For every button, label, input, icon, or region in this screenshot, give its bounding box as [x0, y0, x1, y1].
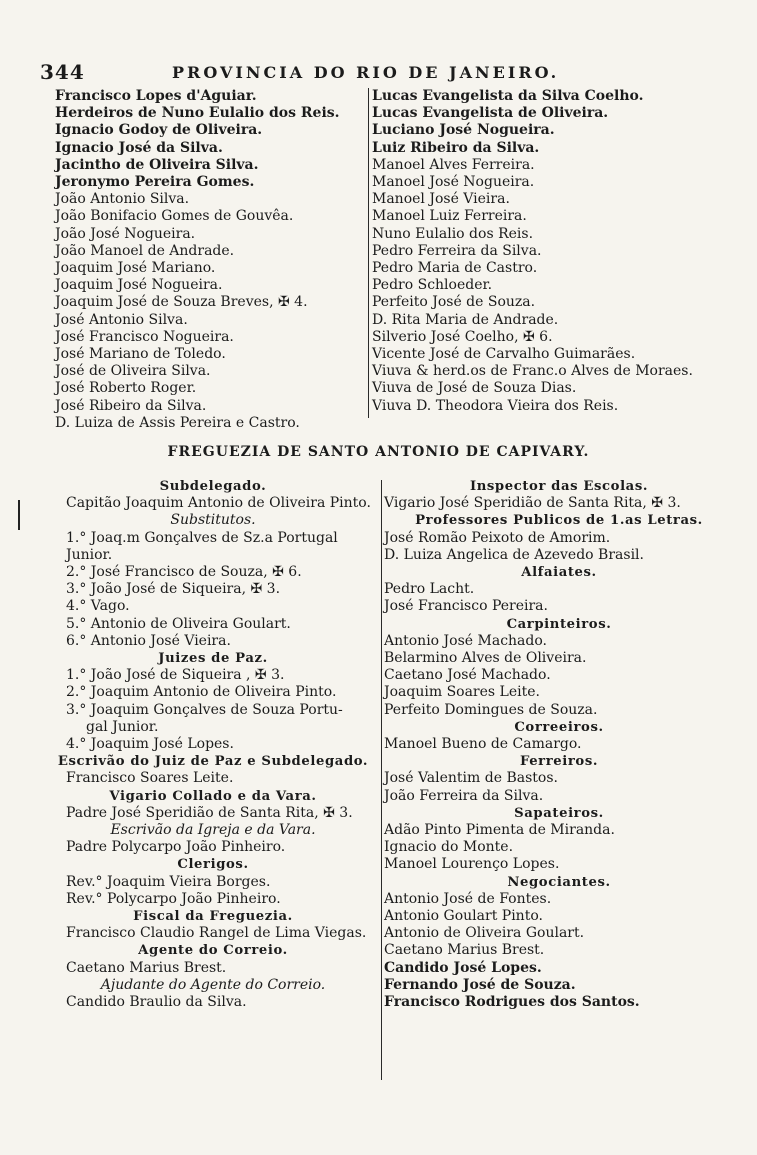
list-item: Rev.° Polycarpo João Pinheiro.	[66, 890, 281, 907]
list-item: Joaquim José Nogueira.	[55, 277, 223, 294]
list-item: gal Junior.	[86, 718, 159, 735]
list-item: Francisco Lopes d'Aguiar.	[55, 88, 257, 104]
list-item: D. Rita Maria de Andrade.	[372, 311, 559, 328]
list-item: D. Luiza Angelica de Azevedo Brasil.	[384, 546, 644, 563]
parish-title: FREGUEZIA DE SANTO ANTONIO DE CAPIVARY.	[167, 444, 590, 460]
list-item: Antonio José de Fontes.	[384, 890, 552, 907]
list-item: José de Oliveira Silva.	[55, 363, 211, 380]
list-item: João Antonio Silva.	[55, 191, 190, 208]
list-item: Padre Polycarpo João Pinheiro.	[66, 839, 286, 856]
section-heading: Alfaiates.	[521, 565, 597, 581]
list-item: José Antonio Silva.	[55, 311, 188, 328]
list-item: Caetano Marius Brest.	[66, 959, 227, 976]
list-item: Manoel Bueno de Camargo.	[384, 736, 582, 753]
list-item: Lucas Evangelista da Silva Coelho.	[372, 88, 644, 104]
section-heading: Inspector das Escolas.	[469, 479, 649, 494]
section-heading: Agente do Correio.	[138, 943, 288, 959]
list-item: Vicente José de Carvalho Guimarães.	[372, 346, 636, 363]
list-item: Candido José Lopes.	[384, 959, 542, 976]
list-item: José Romão Peixoto de Amorim.	[384, 529, 611, 546]
list-item: 5.° Antonio de Oliveira Goulart.	[66, 615, 291, 632]
list-item: João José Nogueira.	[55, 225, 196, 242]
section-heading: Ajudante do Agente do Correio.	[100, 976, 326, 993]
list-item: José Francisco Nogueira.	[55, 328, 234, 345]
list-item: Candido Braulio da Silva.	[66, 994, 247, 1011]
list-item: José Mariano de Toledo.	[55, 346, 226, 363]
list-item: Manoel Alves Ferreira.	[372, 156, 535, 173]
list-item: 3.° João José de Siqueira, ✠ 3.	[66, 581, 281, 598]
list-item: Antonio Goulart Pinto.	[384, 908, 543, 925]
top-column-divider	[368, 88, 369, 418]
section-heading: Vigario Collado e da Vara.	[109, 788, 317, 804]
section-heading: Professores Publicos de 1.as Letras.	[415, 513, 703, 529]
list-item: Manoel Luiz Ferreira.	[372, 208, 527, 225]
list-item: Caetano Marius Brest.	[384, 942, 545, 959]
list-item: Francisco Claudio Rangel de Lima Viegas.	[66, 925, 367, 942]
list-item: Francisco Rodrigues dos Santos.	[384, 994, 640, 1011]
list-item: 1.° Joaq.m Gonçalves de Sz.a Portugal Junior.	[66, 529, 338, 563]
list-item: Adão Pinto Pimenta de Miranda.	[384, 822, 615, 839]
bottom-left-column	[48, 478, 378, 1011]
list-item: João Bonifacio Gomes de Gouvêa.	[55, 208, 294, 225]
section-heading: Clerigos.	[177, 857, 249, 873]
list-item: 4.° Joaquim José Lopes.	[66, 736, 234, 753]
section-heading: Carpinteiros.	[506, 616, 612, 632]
list-item: Manoel José Nogueira.	[372, 174, 535, 191]
list-item: Joaquim José de Souza Breves, ✠ 4.	[55, 294, 308, 311]
list-item: Viuva & herd.os de Franc.o Alves de Moraes.	[372, 363, 693, 380]
list-item: 3.° Joaquim Gonçalves de Souza Portu-	[66, 701, 343, 718]
list-item: Ignacio José da Silva.	[55, 139, 223, 156]
bottom-right-column	[384, 478, 704, 1011]
list-item: Pedro Lacht.	[384, 581, 475, 598]
list-item: Nuno Eulalio dos Reis.	[372, 225, 534, 242]
list-item: 2.° José Francisco de Souza, ✠ 6.	[66, 564, 302, 581]
list-item: Viuva D. Theodora Vieira dos Reis.	[372, 397, 619, 414]
list-item: Herdeiros de Nuno Eulalio dos Reis.	[55, 105, 340, 122]
list-item: Perfeito Domingues de Souza.	[384, 701, 598, 718]
list-item: 4.° Vago.	[66, 598, 130, 615]
section-heading: Sapateiros.	[514, 805, 604, 821]
list-item: Pedro Maria de Castro.	[372, 260, 538, 277]
list-item: Jeronymo Pereira Gomes.	[55, 174, 255, 191]
section-heading: Fiscal da Freguezia.	[133, 909, 293, 925]
list-item: Joaquim Soares Leite.	[384, 684, 540, 701]
list-item: Silverio José Coelho, ✠ 6.	[372, 328, 553, 345]
list-item: José Roberto Roger.	[55, 380, 197, 397]
list-item: José Francisco Pereira.	[384, 598, 548, 615]
list-item: João Manoel de Andrade.	[55, 242, 235, 259]
list-item: Caetano José Machado.	[384, 667, 551, 684]
bottom-column-divider	[381, 480, 382, 1080]
list-item: Ignacio do Monte.	[384, 839, 514, 856]
list-item: José Valentim de Bastos.	[384, 770, 558, 787]
list-item: João Ferreira da Silva.	[384, 787, 544, 804]
page-number: 344	[40, 60, 85, 84]
list-item: 1.° João José de Siqueira , ✠ 3.	[66, 667, 285, 684]
list-item: José Ribeiro da Silva.	[55, 397, 207, 414]
top-left-column	[55, 88, 365, 432]
list-item: Luciano José Nogueira.	[372, 122, 555, 139]
list-item: Fernando José de Souza.	[384, 976, 576, 993]
list-item: Francisco Soares Leite.	[66, 770, 234, 787]
list-item: Perfeito José de Souza.	[372, 294, 536, 311]
list-item: Viuva de José de Souza Dias.	[372, 380, 577, 397]
list-item: Vigario José Speridião de Santa Rita, ✠ 3.	[384, 495, 681, 512]
list-item: Manoel José Vieira.	[372, 191, 510, 208]
top-right-column	[372, 88, 692, 415]
list-item: Jacintho de Oliveira Silva.	[55, 156, 259, 173]
running-title: PROVINCIA DO RIO DE JANEIRO.	[172, 63, 560, 82]
list-item: Manoel Lourenço Lopes.	[384, 856, 560, 873]
list-item: Belarmino Alves de Oliveira.	[384, 650, 587, 667]
section-heading: Escrivão do Juiz de Paz e Subdelegado.	[57, 754, 369, 770]
list-item: Luiz Ribeiro da Silva.	[372, 139, 540, 156]
section-heading: Negociantes.	[507, 874, 611, 890]
section-heading: Juizes de Paz.	[158, 651, 268, 667]
list-item: Joaquim José Mariano.	[55, 260, 216, 277]
list-item: Capitão Joaquim Antonio de Oliveira Pinto.	[66, 495, 371, 512]
list-item: Padre José Speridião de Santa Rita, ✠ 3.	[66, 804, 353, 821]
list-item: Lucas Evangelista de Oliveira.	[372, 105, 609, 122]
list-item: 6.° Antonio José Vieira.	[66, 632, 231, 649]
list-item: 2.° Joaquim Antonio de Oliveira Pinto.	[66, 684, 337, 701]
section-heading: Subdelegado.	[159, 479, 267, 494]
section-heading: Ferreiros.	[519, 754, 599, 770]
list-item: Antonio de Oliveira Goulart.	[384, 925, 585, 942]
list-item: D. Luiza de Assis Pereira e Castro.	[55, 414, 300, 431]
list-item: Pedro Ferreira da Silva.	[372, 242, 542, 259]
margin-mark	[18, 500, 20, 530]
list-item: Ignacio Godoy de Oliveira.	[55, 122, 263, 139]
list-item: Rev.° Joaquim Vieira Borges.	[66, 873, 271, 890]
list-item: Pedro Schloeder.	[372, 277, 493, 294]
section-heading: Escrivão da Igreja e da Vara.	[110, 822, 316, 839]
section-heading: Substitutos.	[170, 512, 256, 529]
list-item: Antonio José Machado.	[384, 632, 547, 649]
section-heading: Correeiros.	[514, 719, 604, 735]
